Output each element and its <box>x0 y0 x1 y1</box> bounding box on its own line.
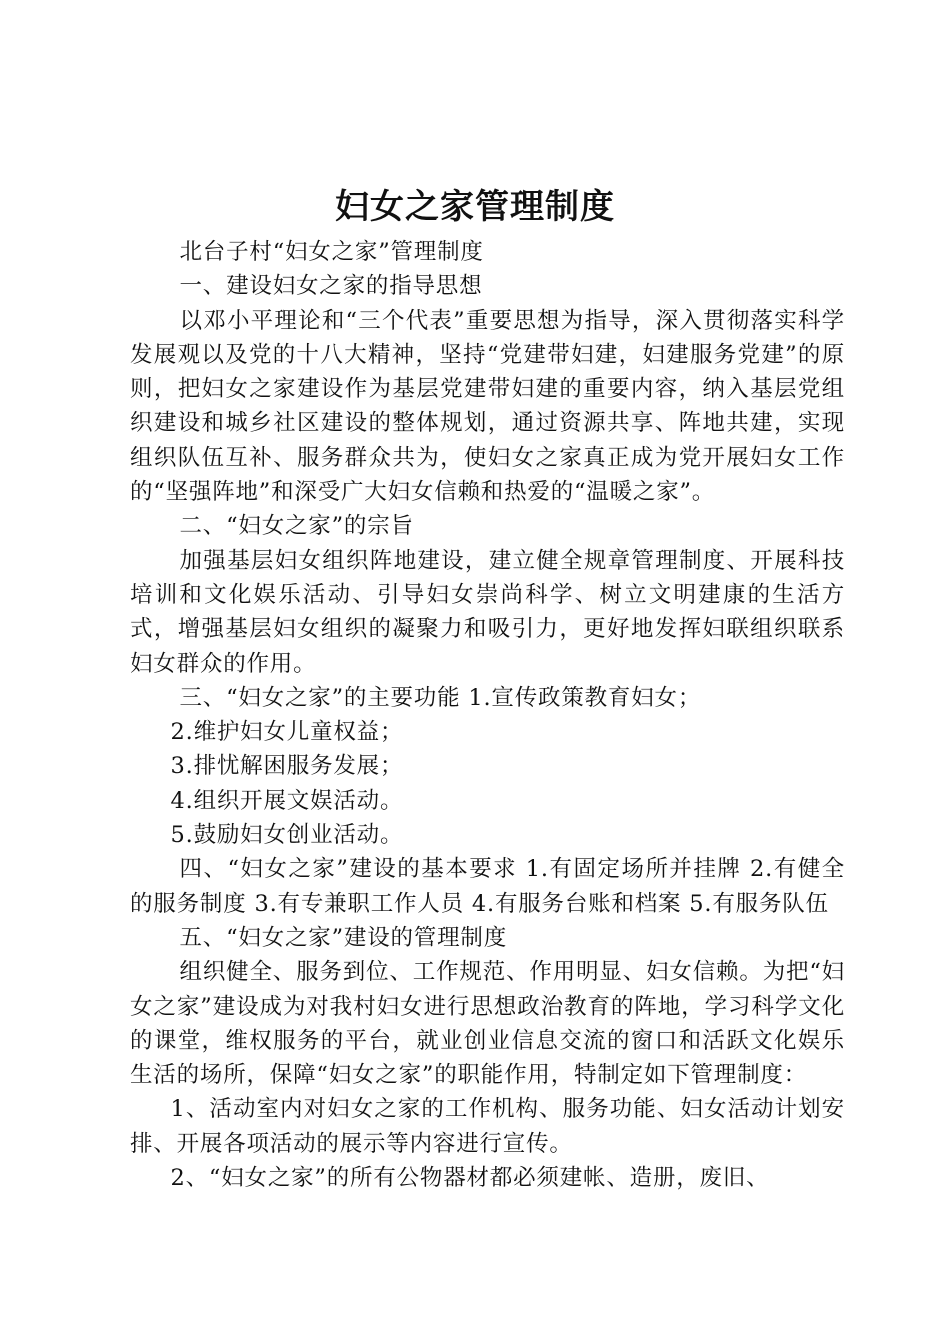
paragraph-guiding-ideology: 以邓小平理论和“三个代表”重要思想为指导，深入贯彻落实科学发展观以及党的十八大精神，坚持“党建带妇建，妇建服务党建”的原则，把妇女之家建设作为基层党建带妇建的重要内容，纳入基层党组织建设和城乡社区建设的整体规划，通过资源共享、阵地共建，实现组织队伍互补、服务群众共为，使妇女之家真正成为党开展妇女工作的“坚强阵地”和深受广大妇女信赖和热爱的“温暖之家”。 <box>130 307 845 506</box>
list-item-function-4: 4.组织开展文娱活动。 <box>170 787 404 814</box>
paragraph-management: 组织健全、服务到位、工作规范、作用明显、妇女信赖。为把“妇女之家”建设成为对我村妇女进行思想政治教育的阵地，学习科学文化的课堂，维权服务的平台，就业创业信息交流的窗口和活跃文化娱乐生活的场所，保障“妇女之家”的职能作用，特制定如下管理制度： <box>130 959 845 1089</box>
section-heading-1: 一、建设妇女之家的指导思想 <box>179 273 483 300</box>
section-heading-5: 五、“妇女之家”建设的管理制度 <box>179 924 508 951</box>
rule-item-1: 1、活动室内对妇女之家的工作机构、服务功能、妇女活动计划安排、开展各项活动的展示等内容进行宣传。 <box>130 1096 845 1157</box>
section-heading-3: 三、“妇女之家”的主要功能 1.宣传政策教育妇女； <box>179 684 702 711</box>
list-item-function-5: 5.鼓励妇女创业活动。 <box>170 822 404 849</box>
paragraph-purpose: 加强基层妇女组织阵地建设，建立健全规章管理制度、开展科技培训和文化娱乐活动、引导妇女崇尚科学、树立文明建康的生活方式，增强基层妇女组织的凝聚力和吸引力，更好地发挥妇联组织联系妇女群众的作用。 <box>130 547 845 677</box>
paragraph-subtitle: 北台子村“妇女之家”管理制度 <box>179 239 484 265</box>
section-heading-2: 二、“妇女之家”的宗旨 <box>179 513 414 540</box>
document-body <box>130 235 845 1195</box>
list-item-function-3: 3.排忧解困服务发展； <box>170 753 404 780</box>
document-title: 妇女之家管理制度 <box>335 187 615 227</box>
list-item-function-2: 2.维护妇女儿童权益； <box>170 719 404 746</box>
rule-item-2: 2、“妇女之家”的所有公物器材都必须建帐、造册，废旧、 <box>170 1165 770 1192</box>
section-heading-4: 四、“妇女之家”建设的基本要求 1.有固定场所并挂牌 2.有健全的服务制度 3.有专兼职工作人员 4.有服务台账和档案 5.有服务队伍 <box>130 856 845 917</box>
